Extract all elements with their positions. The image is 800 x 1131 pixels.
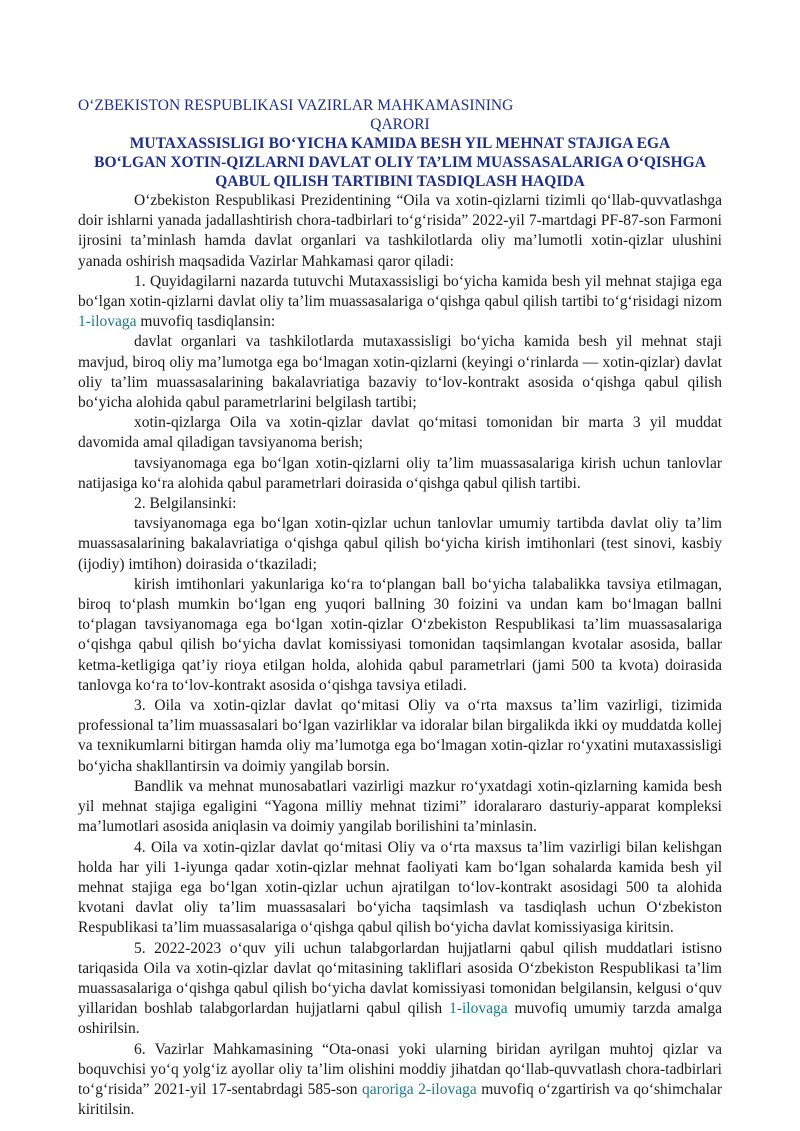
document-title-line-3: QABUL QILISH TARTIBINI TASDIQLASH HAQIDA — [215, 173, 585, 190]
clause-1-item-3: tavsiyanomaga ega bo‘lgan xotin-qizlarni oliy ta’lim muassasalariga kirish uchun tanlovlar natijasiga ko‘ra alohida qabul parametrlari doirasida o‘qishga qabul qilish tartibi. — [78, 454, 722, 492]
clause-2-item-2: kirish imtihonlari yakunlariga ko‘ra to‘plangan ball bo‘yicha talabalikka tavsiya etilmagan, biroq to‘plash mumkin bo‘lgan eng yuqori ballning 30 foizini va undan kam bo‘lmagan ballni to‘plagan tavsiyanomaga ega bo‘lgan xotin-qizlar O‘zbekiston Respublikasi ta’lim muassasalariga o‘qishga qabul qilish bo‘yicha davlat komissiyasi tomonidan taqsimlangan kvotalar asosida, ballar ketma-ketligiga qat’iy rioya etilgan holda, alohida qabul parametrlari (jami 500 ta kvota) doirasida tanlovga ko‘ra to‘lov-kontrakt asosida o‘qishga tavsiya etiladi. — [78, 575, 722, 694]
document-title-line-2: BO‘LGAN XOTIN-QIZLARNI DAVLAT OLIY TA’LIM MUASSASALARIGA O‘QISHGA — [94, 154, 706, 171]
clause-1-item-2: xotin-qizlarga Oila va xotin-qizlar davlat qo‘mitasi tomonidan bir marta 3 yil muddat davomida amal qiladigan tavsiyanoma berish; — [78, 414, 722, 452]
clause-2-heading: 2. Belgilansinki: — [134, 495, 237, 513]
clause-6-text: 6. Vazirlar Mahkamasining “Ota-onasi yoki ularning biridan ayrilgan muhtoj qizlar va boquvchisi yo‘q yolg‘iz ayollar oliy ta’lim olishini moddiy jihatdan qo‘llab-quvvatlash chora-tadbirlari to‘g‘risida” 2021-yil 17-sentabrdagi 585-son — [78, 1040, 722, 1098]
clause-5-text: 5. 2022-2023 o‘quv yili uchun talabgorlardan hujjatlarni qabul qilish muddatlari istisno tariqasida Oila va xotin-qizlar davlat qo‘mitasining takliflari asosida O‘zbekiston Respublikasi ta’lim muassasalariga o‘qishga qabul qilish bo‘yicha davlat komissiyasi tomonidan belgilansin, kelgusi o‘quv yillaridan boshlab talabgorlardan hujjatlarni qabul qilish — [78, 939, 722, 1018]
clause-1-text: 1. Quyidagilarni nazarda tutuvchi Mutaxassisligi bo‘yicha kamida besh yil mehnat stajiga ega bo‘lgan xotin-qizlarni davlat oliy ta’lim muassasalariga o‘qishga qabul qilish tartibi to‘g‘risidagi nizom — [78, 272, 722, 311]
clause-5-paragraph — [78, 939, 722, 1040]
clause-6-paragraph — [78, 1040, 722, 1121]
clause-1-text-end: muvofiq tasdiqlansin: — [136, 313, 276, 331]
clause-6-text-end: muvofiq o‘zgartirish va qo‘shimchalar kiritilsin. — [78, 1080, 722, 1119]
clause-1-item-1: davlat organlari va tashkilotlarda mutaxassisligi bo‘yicha kamida besh yil mehnat staji mavjud, biroq oliy ma’lumotga ega bo‘lmagan xotin-qizlarni (keyingi o‘rinlarda — xotin-qizlar) davlat oliy ta’lim muassasalarining bakalavriatiga bazaviy to‘lov-kontrakt asosida o‘qishga qabul qilish bo‘yicha alohida qabul parametrlarini belgilash tartibi; — [78, 333, 722, 412]
org-name: O‘ZBEKISTON RESPUBLIKASI VAZIRLAR MAHKAMASINING — [78, 97, 514, 114]
clause-1-paragraph — [78, 272, 722, 333]
document-title-line-1: MUTAXASSISLIGI BO‘YICHA KAMIDA BESH YIL MEHNAT STAJIGA EGA — [129, 135, 671, 152]
document-type: QARORI — [370, 116, 430, 133]
annex-2-link[interactable]: qaroriga 2-ilovaga — [362, 1080, 477, 1098]
clause-3-paragraph: 3. Oila va xotin-qizlar davlat qo‘mitasi Oliy va o‘rta maxsus ta’lim vazirligi, tizimida professional ta’lim muassasalari bo‘lgan vazirliklar va idoralar bilan birgalikda ikki oy muddatda kollej va texnikumlarni bitirgan hamda oliy ma’lumotga ega bo‘lmagan xotin-qizlar ro‘yxatini mutaxassisligi bo‘yicha shakllantirsin va doimiy yangilab borsin. — [78, 697, 722, 775]
clause-3-continuation: Bandlik va mehnat munosabatlari vazirligi mazkur ro‘yxatdagi xotin-qizlarning kamida besh yil mehnat stajiga egaligini “Yagona milliy mehnat tizimi” idoralararo dasturiy-apparat kompleksi ma’lumotlari asosida aniqlasin va doimiy yangilab borilishini ta’minlasin. — [78, 777, 722, 836]
preamble-paragraph: O‘zbekiston Respublikasi Prezidentining “Oila va xotin-qizlarni tizimli qo‘llab-quvvatlashga doir ishlarni yanada jadallashtirish chora-tadbirlari to‘g‘risida” 2022-yil 7-martdagi PF-87-son Farmoni ijrosini ta’minlash hamda davlat organlari va tashkilotlarda oliy ma’lumotli xotin-qizlar ulushini yanada oshirish maqsadida Vazirlar Mahkamasi qaror qiladi: — [78, 192, 722, 270]
clause-2-item-1: tavsiyanomaga ega bo‘lgan xotin-qizlar uchun tanlovlar umumiy tartibda davlat oliy ta’lim muassasalarining bakalavriatiga o‘qishga qabul qilish bo‘yicha kirish imtihonlari (test sinovi, kasbiy (ijodiy) imtihon) doirasida o‘tkaziladi; — [78, 515, 722, 573]
clause-4-paragraph: 4. Oila va xotin-qizlar davlat qo‘mitasi Oliy va o‘rta maxsus ta’lim vazirligi bilan kelishgan holda har yili 1-iyunga qadar xotin-qizlar mehnat faoliyati kam bo‘lgan sohalarda kamida besh yil mehnat stajiga ega bo‘lgan xotin-qizlar uchun ajratilgan to‘lov-kontrakt asosidagi 500 ta alohida kvotani davlat oliy ta’lim muassasalari bo‘yicha taqsimlash va tasdiqlash uchun O‘zbekiston Respublikasi ta’lim muassasalariga o‘qishga qabul qilish bo‘yicha davlat komissiyasiga kiritsin. — [78, 838, 722, 937]
annex-1-link-2[interactable]: 1-ilovaga — [449, 1000, 508, 1018]
annex-1-link[interactable]: 1-ilovaga — [78, 313, 137, 331]
clause-5-text-end: muvofiq umumiy tarzda amalga oshirilsin. — [78, 1000, 722, 1038]
